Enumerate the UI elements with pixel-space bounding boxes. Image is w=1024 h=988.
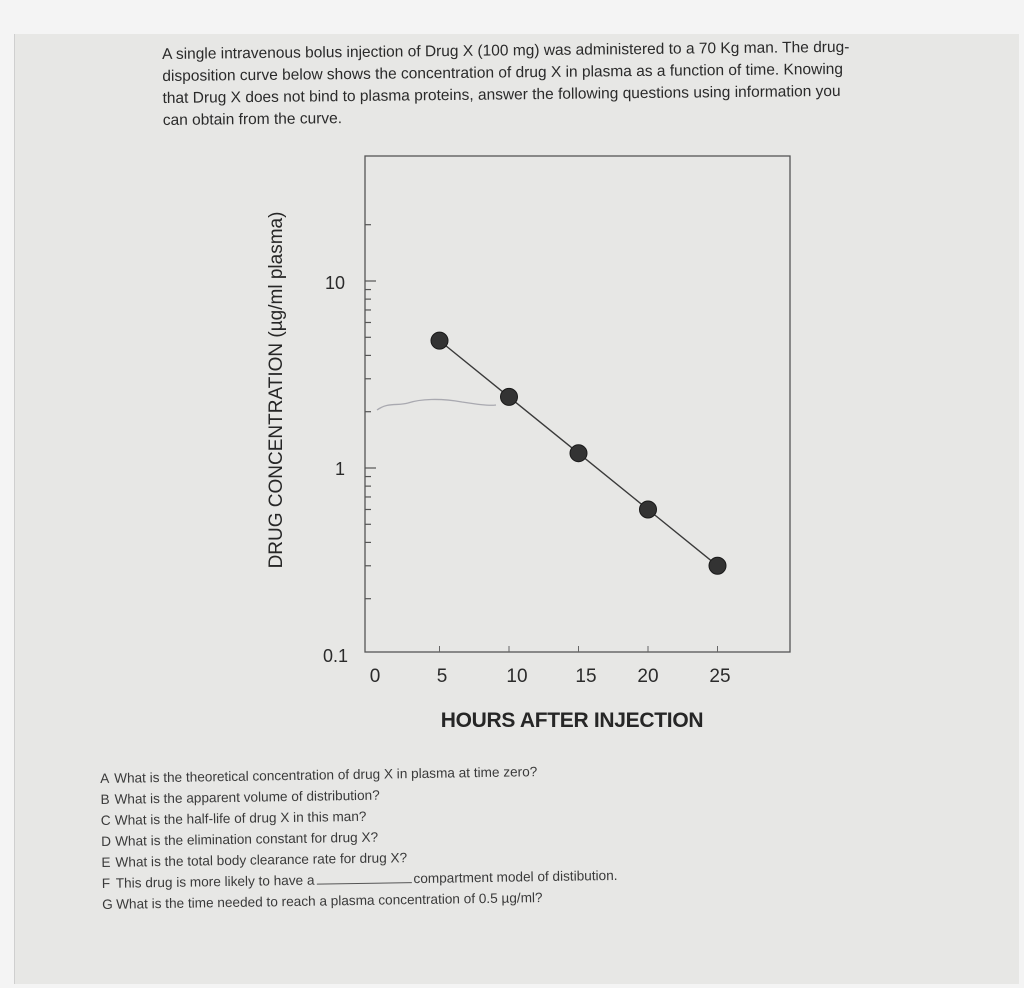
question-text: What is the total body clearance rate for drug X? (115, 850, 408, 870)
question-letter: E (101, 854, 111, 870)
data-point (640, 501, 657, 518)
data-point (431, 332, 448, 349)
question-text: What is the apparent volume of distribution? (114, 787, 380, 807)
question-letter: D (101, 833, 112, 849)
y-tick-labels (323, 273, 348, 666)
intro-line: that Drug X does not bind to plasma proteins, answer the following questions using information you (162, 82, 841, 107)
pencil-mark (377, 399, 496, 410)
intro-line: disposition curve below shows the concentration of drug X in plasma as a function of time. Knowing (162, 60, 844, 85)
y-axis-label: DRUG CONCENTRATION (µg/ml plasma) (266, 211, 287, 569)
x-tick-labels (370, 666, 731, 687)
x-tick-label: 25 (709, 666, 731, 687)
y-tick-label: 0.1 (322, 646, 348, 666)
data-point (501, 388, 518, 405)
intro-line: A single intravenous bolus injection of Drug X (100 mg) was administered to a 70 Kg man. The drug- (162, 38, 850, 63)
question-list (100, 757, 822, 915)
axis-ticks (365, 225, 718, 652)
data-series (431, 332, 726, 574)
x-tick-label: 15 (575, 666, 597, 687)
question-text: compartment model of distibution. (413, 867, 618, 887)
data-point (709, 557, 726, 574)
question-letter: G (102, 896, 113, 912)
question-letter: C (100, 812, 111, 828)
question-text: What is the half-life of drug X in this man? (114, 808, 367, 828)
question-letter: A (100, 770, 110, 786)
plot-frame (365, 156, 790, 652)
data-point (570, 445, 587, 462)
y-tick-label: 10 (324, 273, 345, 293)
x-tick-label: 0 (369, 666, 381, 687)
x-tick-label: 10 (506, 666, 528, 687)
y-tick-label: 1 (334, 459, 345, 479)
x-axis-label: HOURS AFTER INJECTION (440, 709, 704, 732)
answer-blank[interactable] (316, 872, 411, 884)
question-text: What is the time needed to reach a plasma concentration of 0.5 µg/ml? (116, 890, 543, 912)
intro-line: can obtain from the curve. (162, 110, 343, 129)
x-tick-label: 20 (637, 666, 659, 687)
question-text: What is the theoretical concentration of drug X in plasma at time zero? (114, 764, 538, 786)
question-text: What is the elimination constant for drug X? (115, 829, 379, 849)
question-text: This drug is more likely to have a (115, 872, 315, 891)
question-letter: B (100, 791, 110, 807)
question-letter: F (101, 875, 111, 891)
x-tick-label: 5 (436, 666, 448, 687)
